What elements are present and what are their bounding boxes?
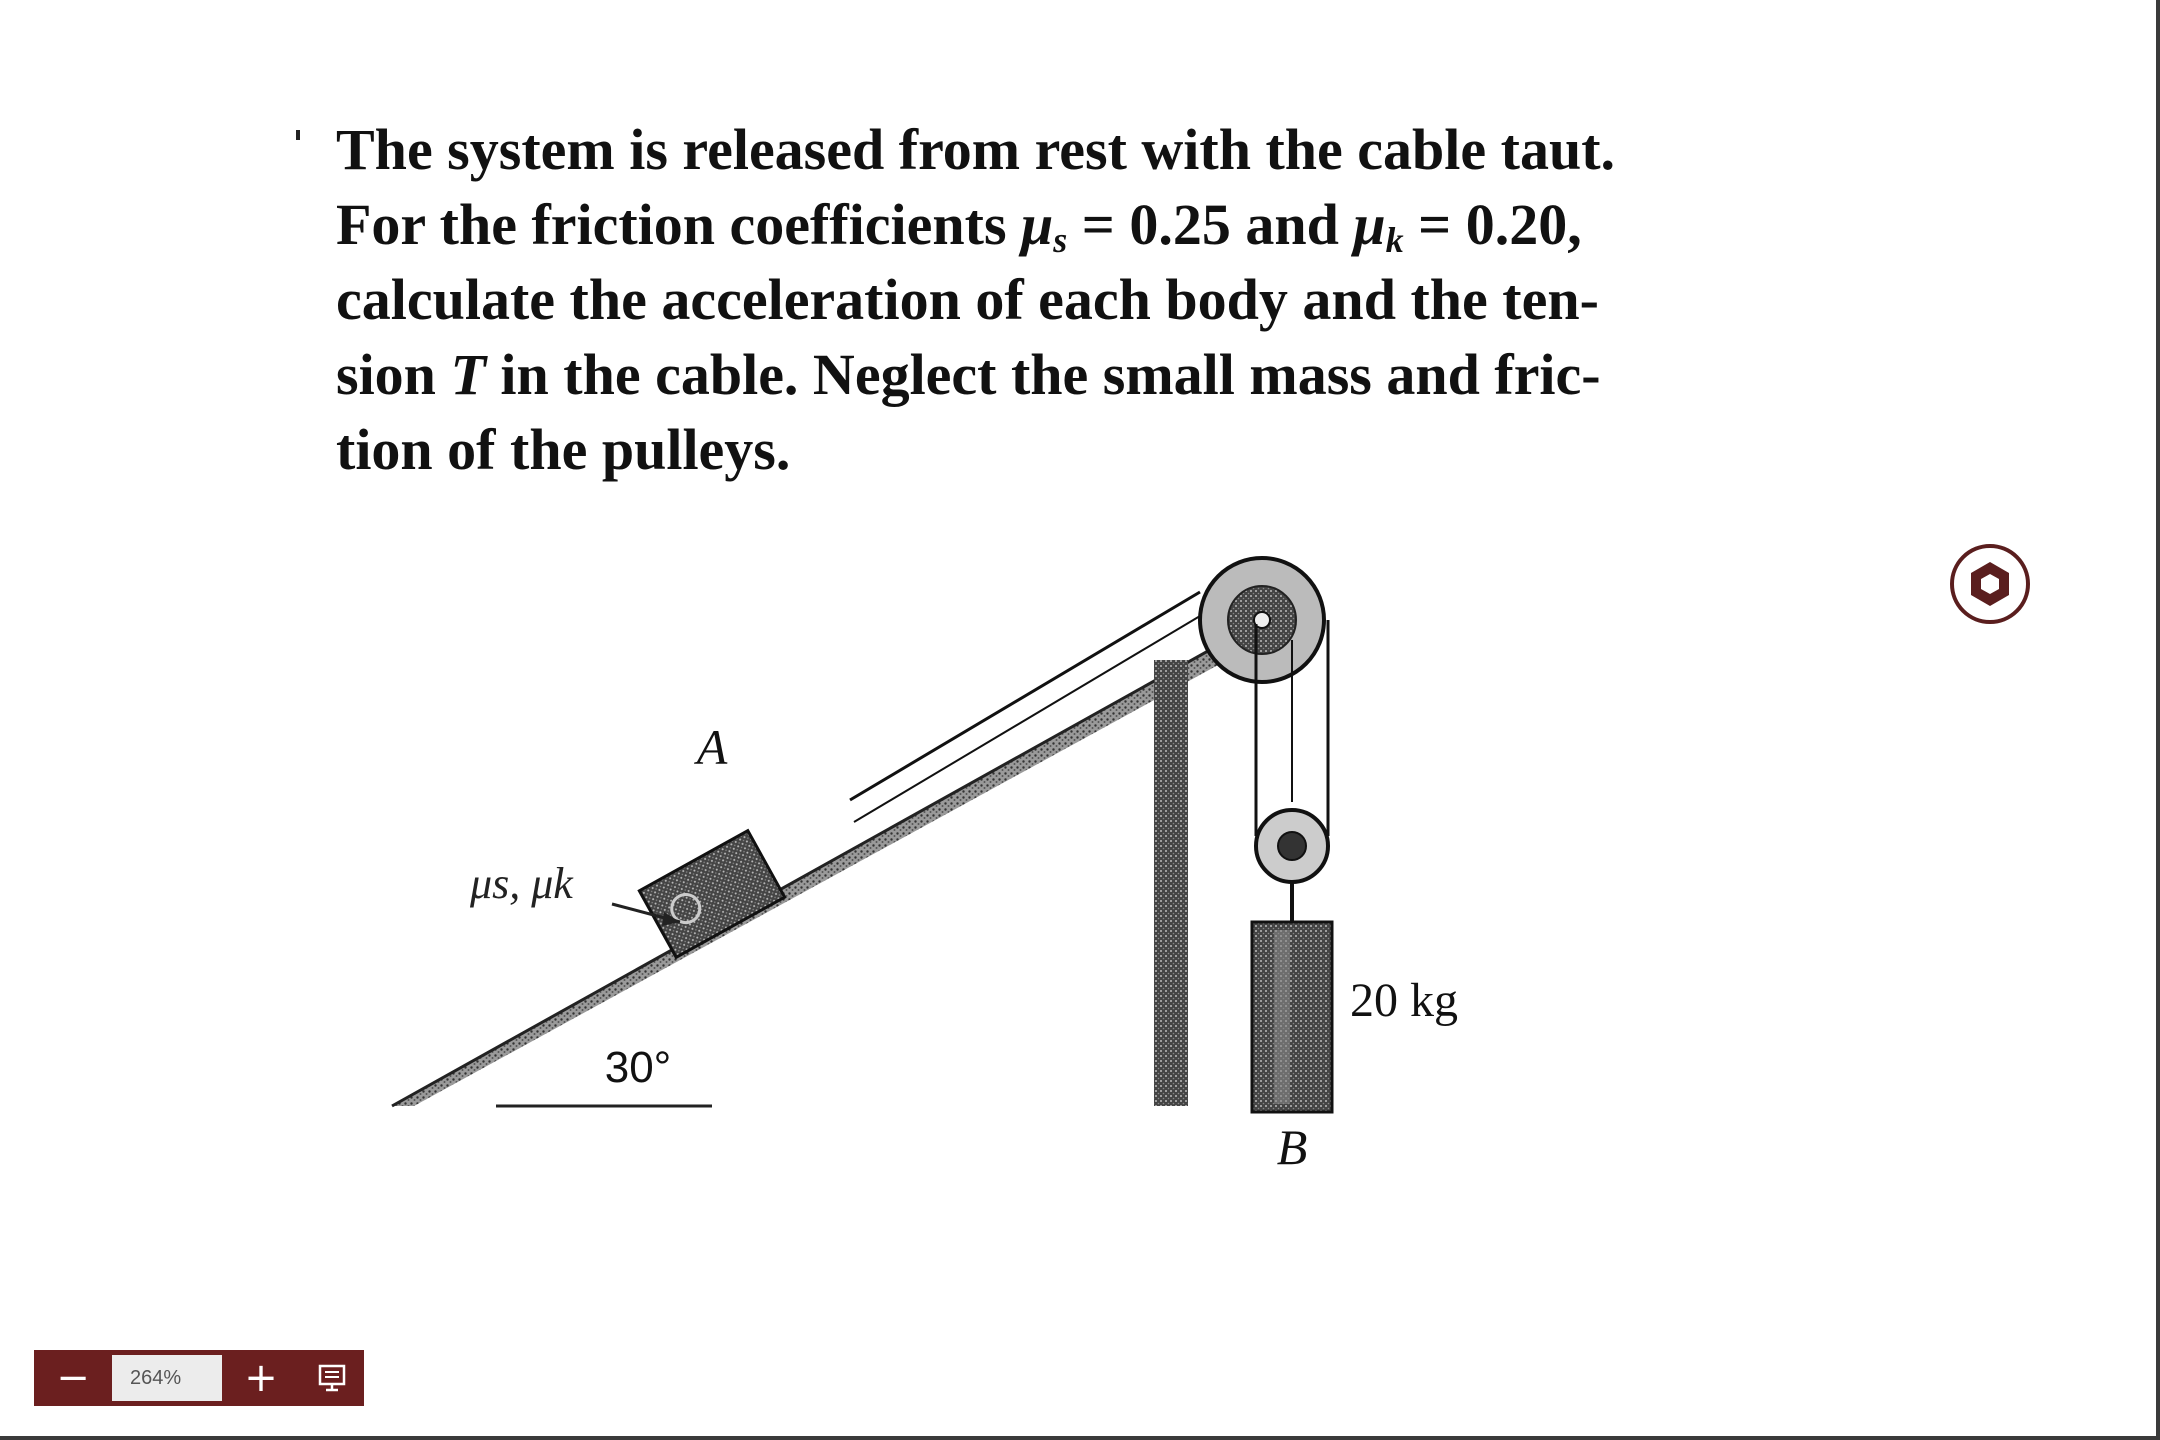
lower-pulley-inner [1278, 832, 1306, 860]
zoom-in-button[interactable]: + [244, 1355, 278, 1401]
zoom-toolbar [34, 1350, 364, 1406]
mass-b [1252, 922, 1332, 1112]
zoom-level-input[interactable] [112, 1355, 222, 1401]
zoom-out-button[interactable]: − [56, 1355, 90, 1401]
block-a-label: A [696, 719, 728, 775]
hexagon-icon [1962, 556, 2018, 612]
angle-label: 30° [604, 1043, 672, 1092]
block-a [639, 831, 784, 958]
problem-line-3: calculate the acceleration of each body and the ten- [336, 267, 1599, 332]
support-post [1154, 660, 1188, 1106]
problem-text-fragment: in the cable. Neglect the small mass and fric- [485, 342, 1601, 407]
problem-line-2 [336, 187, 1736, 262]
mu-symbol: μ [1021, 192, 1054, 257]
accessibility-button[interactable] [1950, 544, 2030, 624]
problem-text-fragment: = 0.25 and [1067, 192, 1354, 257]
problem-text-fragment: sion [336, 342, 451, 407]
window-border-right [2156, 0, 2160, 1440]
problem-line-5: tion of the pulleys. [336, 417, 791, 482]
cable-incline-lower [854, 616, 1200, 822]
presentation-icon [316, 1362, 348, 1394]
mu-symbol: μ [1353, 192, 1386, 257]
mass-b-highlight [1274, 930, 1290, 1104]
subscript-k: k [1385, 220, 1404, 260]
mass-value-label: 20 kg [1350, 974, 1458, 1027]
problem-line-1: The system is released from rest with the cable taut. [336, 117, 1616, 182]
problem-line-4 [336, 337, 1736, 412]
tension-symbol: T [450, 342, 486, 407]
subscript-s: s [1053, 220, 1068, 260]
problem-text-fragment: = 0.20, [1403, 192, 1582, 257]
mass-b-label: B [1276, 1119, 1308, 1175]
bullet-mark [296, 130, 300, 140]
problem-text-fragment: For the friction coefficients [336, 192, 1022, 257]
problem-statement [336, 112, 1736, 487]
pulley-system-figure [380, 520, 1540, 1180]
window-border-bottom [0, 1436, 2160, 1440]
friction-coefficients-label: μs, μk [470, 859, 573, 908]
presentation-button[interactable] [300, 1350, 364, 1406]
